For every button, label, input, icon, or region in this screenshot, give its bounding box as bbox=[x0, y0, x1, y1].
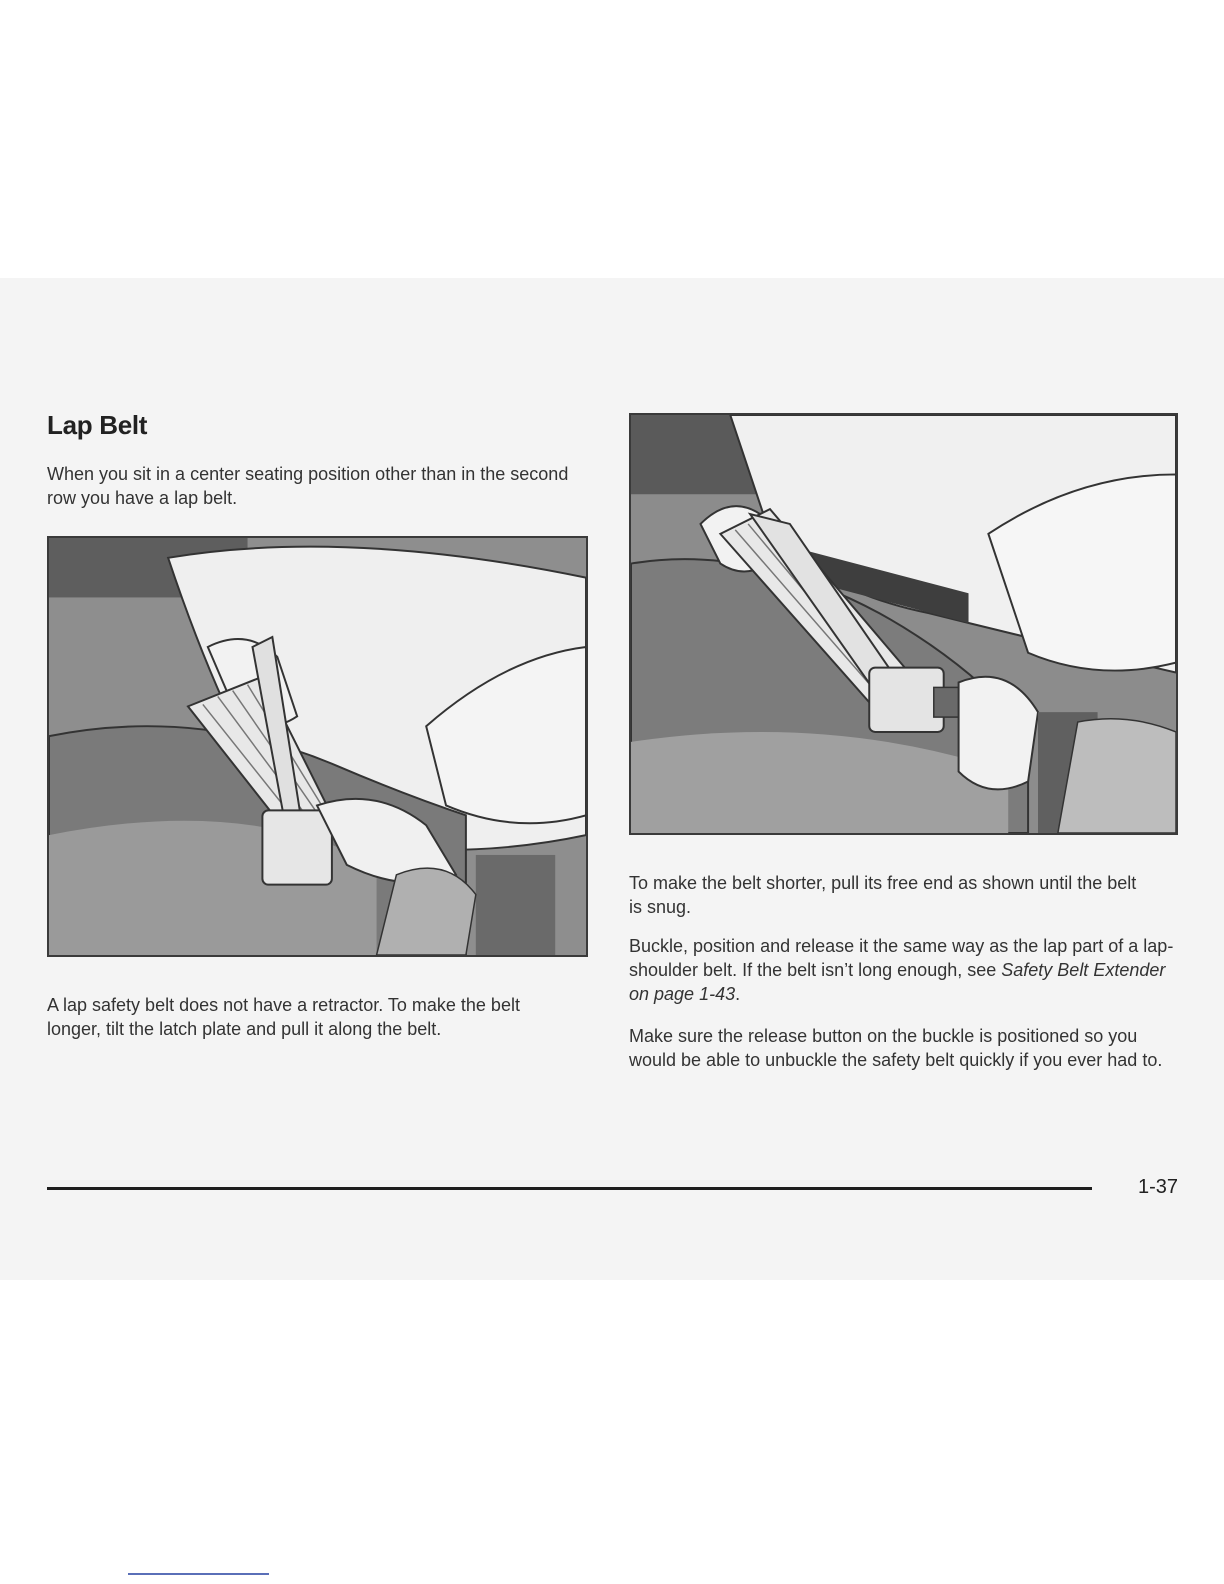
page-number: 1-37 bbox=[1138, 1176, 1179, 1198]
buckle-paragraph bbox=[629, 934, 1177, 1006]
section-heading: Lap Belt bbox=[47, 410, 148, 440]
lap-belt-lengthen-drawing bbox=[49, 538, 586, 955]
lap-belt-lengthen-illustration bbox=[47, 536, 588, 957]
footer-rule bbox=[47, 1187, 1092, 1190]
bottom-link-underline[interactable] bbox=[128, 1573, 269, 1575]
shorten-paragraph: To make the belt shorter, pull its free end as shown until the belt is snug. bbox=[629, 873, 1137, 917]
lap-belt-shorten-illustration bbox=[629, 413, 1178, 835]
left-caption: A lap safety belt does not have a retractor. To make the belt longer, tilt the latch plate and pull it along the belt. bbox=[47, 995, 520, 1039]
buckle-paragraph-end: . bbox=[735, 984, 741, 1004]
intro-paragraph: When you sit in a center seating position other than in the second row you have a lap belt. bbox=[47, 464, 569, 508]
release-button-paragraph: Make sure the release button on the buckle is positioned so you would be able to unbuckle the safety belt quickly if you ever had to. bbox=[629, 1026, 1163, 1070]
extender-reference-link[interactable]: Safety Belt Extender on page 1-43 bbox=[629, 960, 1166, 1004]
lap-belt-shorten-drawing bbox=[631, 415, 1176, 833]
buckle-paragraph-text: Buckle, position and release it the same way as the lap part of a lap-shoulder belt. If the belt isn’t long enough, see bbox=[629, 936, 1174, 980]
